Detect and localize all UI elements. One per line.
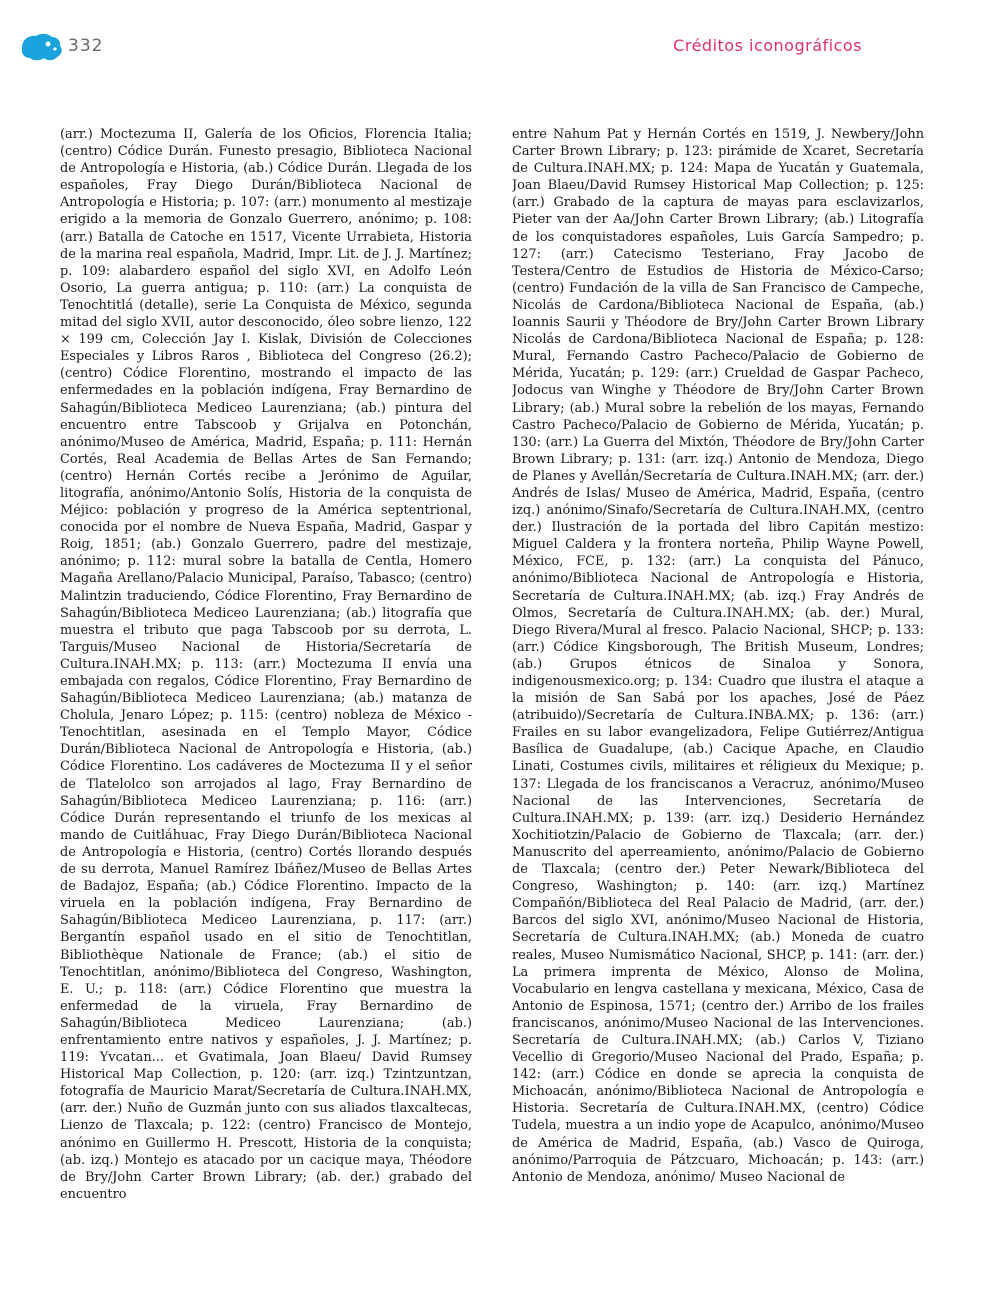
page-number: 332 (68, 36, 104, 56)
credits-text-left: (arr.) Moctezuma II, Galería de los Oficios, Florencia Italia; (centro) Códice Durán. Funesto presagio, Biblioteca Nacional de Antropología e Historia, (ab.) Códice Durán. Llegada de los españoles, Fray Diego Durán/Biblioteca Nacional de Antropología e Historia; p. 107: (arr.) monumento al mestizaje erigido a la memoria de Gonzalo Guerrero, anónimo; p. 108: (arr.) Batalla de Catoche en 1517, Vicente Urrabieta, Historia de la marina real española, Madrid, Impr. Lit. de J. J. Martínez; p. 109: alabardero español del siglo XVI, en Adolfo León Osorio, La guerra antigua; p. 110: (arr.) La conquista de Tenochtitlá (detalle), serie La Conquista de México, segunda mitad del siglo XVII, autor desconocido, óleo sobre lienzo, 122 × 199 cm, Colección Jay I. Kislak, División de Colecciones Especiales y Libros Raros , Biblioteca del Congreso (26.2); (centro) Códice Florentino, mostrando el impacto de las enfermedades en la población indígena, Fray Bernardino de Sahagún/Biblioteca Mediceo Laurenziana; (ab.) pintura del encuentro entre Tabscoob y Grijalva en Potonchán, anónimo/Museo de América, Madrid, España; p. 111: Hernán Cortés, Real Academia de Bellas Artes de San Fernando; (centro) Hernán Cortés recibe a Jerónimo de Aguilar, litografía, anónimo/Antonio Solís, Historia de la conquista de Méjico: población y progreso de la América septentrional, conocida por el nombre de Nueva España, Madrid, Gaspar y Roig, 1851; (ab.) Gonzalo Guerrero, padre del mestizaje, anónimo; p. 112: mural sobre la batalla de Centla, Homero Magaña Arellano/Palacio Municipal, Paraíso, Tabasco; (centro) Malintzin traduciendo, Códice Florentino, Fray Bernardino de Sahagún/Biblioteca Mediceo Laurenziana; (ab.) litografía que muestra el tributo que paga Tabscoob por su derrota, L. Targuis/Museo Nacional de Historia/Secretaría de Cultura.INAH.MX; p. 113: (arr.) Moctezuma II envía una embajada con regalos, Códice Florentino, Fray Bernardino de Sahagún/Biblioteca Mediceo Laurenziana; (ab.) matanza de Cholula, Jenaro López; p. 115: (centro) nobleza de México -Tenochtitlan, asesinada en el Templo Mayor, Códice Durán/Biblioteca Nacional de Antropología e Historia, (ab.) Códice Florentino. Los cadáveres de Moctezuma II y el señor de Tlatelolco son arrojados al lago, Fray Bernardino de Sahagún/Biblioteca Mediceo Laurenziana; p. 116: (arr.) Códice Durán representando el triunfo de los mexicas al mando de Cuitláhuac, Fray Diego Durán/Biblioteca Nacional de Antropología e Historia, (centro) Cortés llorando después de su derrota, Manuel Ramírez Ibáñez/Museo de Bellas Artes de Badajoz, España; (ab.) Códice Florentino. Impacto de la viruela en la población indígena, Fray Bernardino de Sahagún/Biblioteca Mediceo Laurenziana, p. 117: (arr.) Bergantín español usado en el sitio de Tenochtitlan, Bibliothèque Nationale de France; (ab.) el sitio de Tenochtitlan, anónimo/Biblioteca del Congreso, Washington, E. U.; p. 118: (arr.) Códice Florentino que muestra la enfermedad de la viruela, Fray Bernardino de Sahagún/Biblioteca Mediceo Laurenziana; (ab.) enfrentamiento entre nativos y españoles, J. J. Martínez; p. 119: Yvcatan... et Gvatimala, Joan Blaeu/ David Rumsey Historical Map Collection, p. 120: (arr. izq.) Tzintzuntzan, fotografía de Mauricio Marat/Secretaría de Cultura.INAH.MX, (arr. der.) Nuño de Guzmán junto con sus aliados tlaxcaltecas, Lienzo de Tlaxcala; p. 122: (centro) Francisco de Montejo, anónimo en Guillermo H. Prescott, Historia de la conquista; (ab. izq.) Montejo es atacado por un cacique maya, Théodore de Bry/John Carter Brown Library; (ab. der.) grabado del encuentro (60, 127, 472, 1202)
publisher-logo-icon (18, 32, 64, 62)
section-title: Créditos iconográficos (673, 36, 862, 55)
left-column (60, 126, 472, 1246)
page-header (0, 30, 986, 64)
credits-text-right: entre Nahum Pat y Hernán Cortés en 1519, J. Newbery/John Carter Brown Library; p. 123: pirámide de Xcaret, Secretaría de Cultura.INAH.MX; p. 124: Mapa de Yucatán y Guatemala, Joan Blaeu/David Rumsey Historical Map Collection; p. 125: (arr.) Grabado de la captura de mayas para esclavizarlos, Pieter van der Aa/John Carter Brown Library; (ab.) Litografía de los conquistadores españoles, Luis García Sampedro; p. 127: (arr.) Catecismo Testeriano, Fray Jacobo de Testera/Centro de Estudios de Historia de México-Carso; (centro) Fundación de la villa de San Francisco de Campeche, Nicolás de Cardona/Biblioteca Nacional de España, (ab.) Ioannis Saurii y Théodore de Bry/John Carter Brown Library Nicolás de Cardona/Biblioteca Nacional de España; p. 128: Mural, Fernando Castro Pacheco/Palacio de Gobierno de Mérida, Yucatán; p. 129: (arr.) Crueldad de Gaspar Pacheco, Jodocus van Winghe y Théodore de Bry/John Carter Brown Library; (ab.) Mural sobre la rebelión de los mayas, Fernando Castro Pacheco/Palacio de Gobierno de Mérida, Yucatán; p. 130: (arr.) La Guerra del Mixtón, Théodore de Bry/John Carter Brown Library; p. 131: (arr. izq.) Antonio de Mendoza, Diego de Planes y Avellán/Secretaría de Cultura.INAH.MX; (arr. der.) Andrés de Islas/ Museo de América, Madrid, España, (centro izq.) anónimo/Sinafo/Secretaría de Cultura.INAH.MX, (centro der.) Ilustración de la portada del libro Capitán mestizo: Miguel Caldera y la frontera norteña, Philip Wayne Powell, México, FCE, p. 132: (arr.) La conquista del Pánuco, anónimo/Biblioteca Nacional de Antropología e Historia, Secretaría de Cultura.INAH.MX; (ab. izq.) Fray Andrés de Olmos, Secretaría de Cultura.INAH.MX; (ab. der.) Mural, Diego Rivera/Mural al fresco. Palacio Nacional, SHCP; p. 133: (arr.) Códice Kingsborough, The British Museum, Londres; (ab.) Grupos étnicos de Sinaloa y Sonora, indigenousmexico.org; p. 134: Cuadro que ilustra el ataque a la misión de San Sabá por los apaches, José de Páez (atribuido)/Secretaría de Cultura.INBA.MX; p. 136: (arr.) Frailes en su labor evangelizadora, Felipe Gutiérrez/Antigua Basílica de Guadalupe, (ab.) Cacique Apache, en Claudio Linati, Costumes civils, militaires et réligieux du Mexique; p. 137: Llegada de los franciscanos a Veracruz, anónimo/Museo Nacional de las Intervenciones, Secretaría de Cultura.INAH.MX; p. 139: (arr. izq.) Desiderio Hernández Xochitiotzin/Palacio de Gobierno de Tlaxcala; (arr. der.) Manuscrito del aperreamiento, anónimo/Palacio de Gobierno de Tlaxcala; (centro der.) Peter Newark/Biblioteca del Congreso, Washington; p. 140: (arr. izq.) Martínez Compañón/Biblioteca del Real Palacio de Madrid, (arr. der.) Barcos del siglo XVI, anónimo/Museo Nacional de Historia, Secretaría de Cultura.INAH.MX; (ab.) Moneda de cuatro reales, Museo Numismático Nacional, SHCP, p. 141: (arr. der.) La primera imprenta de México, Alonso de Molina, Vocabulario en lengva castellana y mexicana, México, Casa de Antonio de Espinosa, 1571; (centro der.) Arribo de los frailes franciscanos, anónimo/Museo Nacional de las Intervenciones. Secretaría de Cultura.INAH.MX; (ab.) Carlos V, Tiziano Vecellio di Gregorio/Museo Nacional del Prado, España; p. 142: (arr.) Códice en donde se aprecia la conquista de Michoacán, anónimo/Biblioteca Nacional de Antropología e Historia. Secretaría de Cultura.INAH.MX, (centro) Códice Tudela, muestra a un indio yope de Acapulco, anónimo/Museo de América de Madrid, España, (ab.) Vasco de Quiroga, anónimo/Parroquia de Pátzcuaro, Michoacán; p. 143: (arr.) Antonio de Mendoza, anónimo/ Museo Nacional de (512, 127, 924, 1185)
right-column (512, 126, 924, 1246)
